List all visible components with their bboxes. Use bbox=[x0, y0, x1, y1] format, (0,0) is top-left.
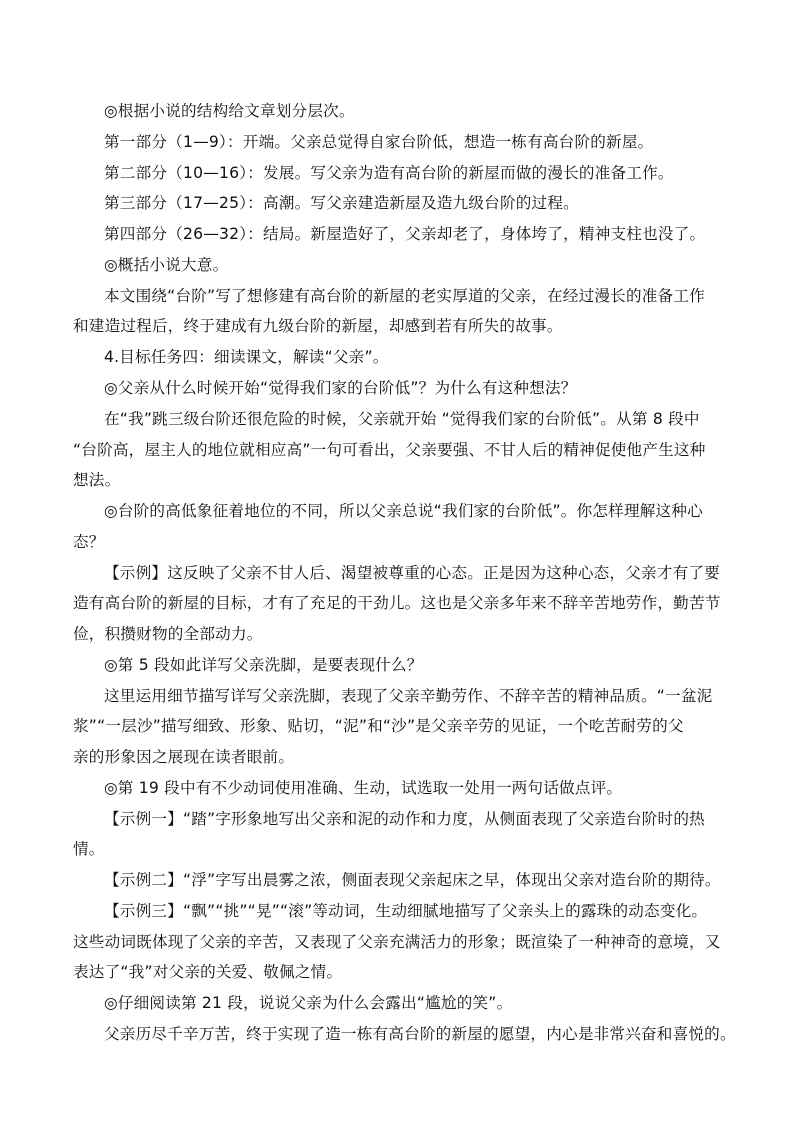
text-line: 【示例二】“浮”字写出晨雾之浓，侧面表现父亲起床之早，体现出父亲对造台阶的期待。 bbox=[104, 871, 721, 889]
text-line: 父亲历尽千辛万苦，终于实现了造一栋有高台阶的新屋的愿望，内心是非常兴奋和喜悦的。 bbox=[104, 1025, 736, 1043]
text-line: ◎第 19 段中有不少动词使用准确、生动，试选取一处用一两句话做点评。 bbox=[104, 779, 623, 797]
text-line: 在“我”跳三级台阶还很危险的时候，父亲就开始 “觉得我们家的台阶低”。从第 8 段中 bbox=[104, 410, 700, 428]
text-line: 第四部分（26—32）：结局。新屋造好了，父亲却老了，身体垮了，精神支柱也没了。 bbox=[104, 225, 706, 243]
text-line: 第二部分（10—16）：发展。写父亲为造有高台阶的新屋而做的漫长的准备工作。 bbox=[104, 164, 674, 182]
text-line: 浆”“一层沙”描写细致、形象、贴切，“泥”和“沙”是父亲辛劳的见证，一个吃苦耐劳的父 bbox=[73, 717, 684, 735]
text-line: 想法。 bbox=[73, 471, 121, 489]
text-line: 造有高台阶的新屋的目标，才有了充足的干劲儿。这也是父亲多年来不辞辛苦地劳作，勤苦节 bbox=[73, 594, 721, 612]
text-line: 俭，积攒财物的全部动力。 bbox=[73, 625, 263, 643]
text-line: 情。 bbox=[73, 840, 105, 858]
text-line: 这些动词既体现了父亲的辛苦，又表现了父亲充满活力的形象；既渲染了一种神奇的意境，又 bbox=[73, 933, 721, 951]
text-line: 4.目标任务四：细读课文，解读“父亲”。 bbox=[104, 348, 389, 366]
text-line: ◎台阶的高低象征着地位的不同，所以父亲总说“我们家的台阶低”。你怎样理解这种心 bbox=[104, 502, 703, 520]
text-line: 和建造过程后，终于建成有九级台阶的新屋，却感到若有所失的故事。 bbox=[73, 317, 563, 335]
text-line: 【示例】这反映了父亲不甘人后、渴望被尊重的心态。正是因为这种心态，父亲才有了要 bbox=[104, 564, 720, 582]
text-line: ◎根据小说的结构给文章划分层次。 bbox=[104, 102, 355, 120]
text-line: 【示例一】“踏”字形象地写出父亲和泥的动作和力度，从侧面表现了父亲造台阶时的热 bbox=[104, 810, 705, 828]
text-line: 【示例三】“飘”“挑”“晃”“滚”等动词，生动细腻地描写了父亲头上的露珠的动态变化。 bbox=[104, 902, 708, 920]
text-line: 态？ bbox=[73, 533, 105, 551]
text-line: 这里运用细节描写详写父亲洗脚，表现了父亲辛勤劳作、不辞辛苦的精神品质。“一盆泥 bbox=[104, 687, 713, 705]
text-line: 本文围绕“台阶”写了想修建有高台阶的新屋的老实厚道的父亲，在经过漫长的准备工作 bbox=[104, 287, 705, 305]
text-line: 第一部分（1—9）：开端。父亲总觉得自家台阶低，想造一栋有高台阶的新屋。 bbox=[104, 133, 654, 151]
text-line: 亲的形象因之展现在读者眼前。 bbox=[73, 748, 295, 766]
text-line: ◎概括小说大意。 bbox=[104, 256, 229, 274]
text-line: ◎仔细阅读第 21 段，说说父亲为什么会露出“尴尬的笑”。 bbox=[104, 994, 513, 1012]
text-line: ◎第 5 段如此详写父亲洗脚，是要表现什么？ bbox=[104, 656, 423, 674]
text-line: 表达了“我”对父亲的关爱、敬佩之情。 bbox=[73, 963, 343, 981]
text-line: ◎父亲从什么时候开始“觉得我们家的台阶低”？为什么有这种想法？ bbox=[104, 379, 577, 397]
text-line: “台阶高，屋主人的地位就相应高”一句可看出，父亲要强、不甘人后的精神促使他产生这种 bbox=[73, 441, 706, 459]
text-line: 第三部分（17—25）：高潮。写父亲建造新屋及造九级台阶的过程。 bbox=[104, 194, 579, 212]
